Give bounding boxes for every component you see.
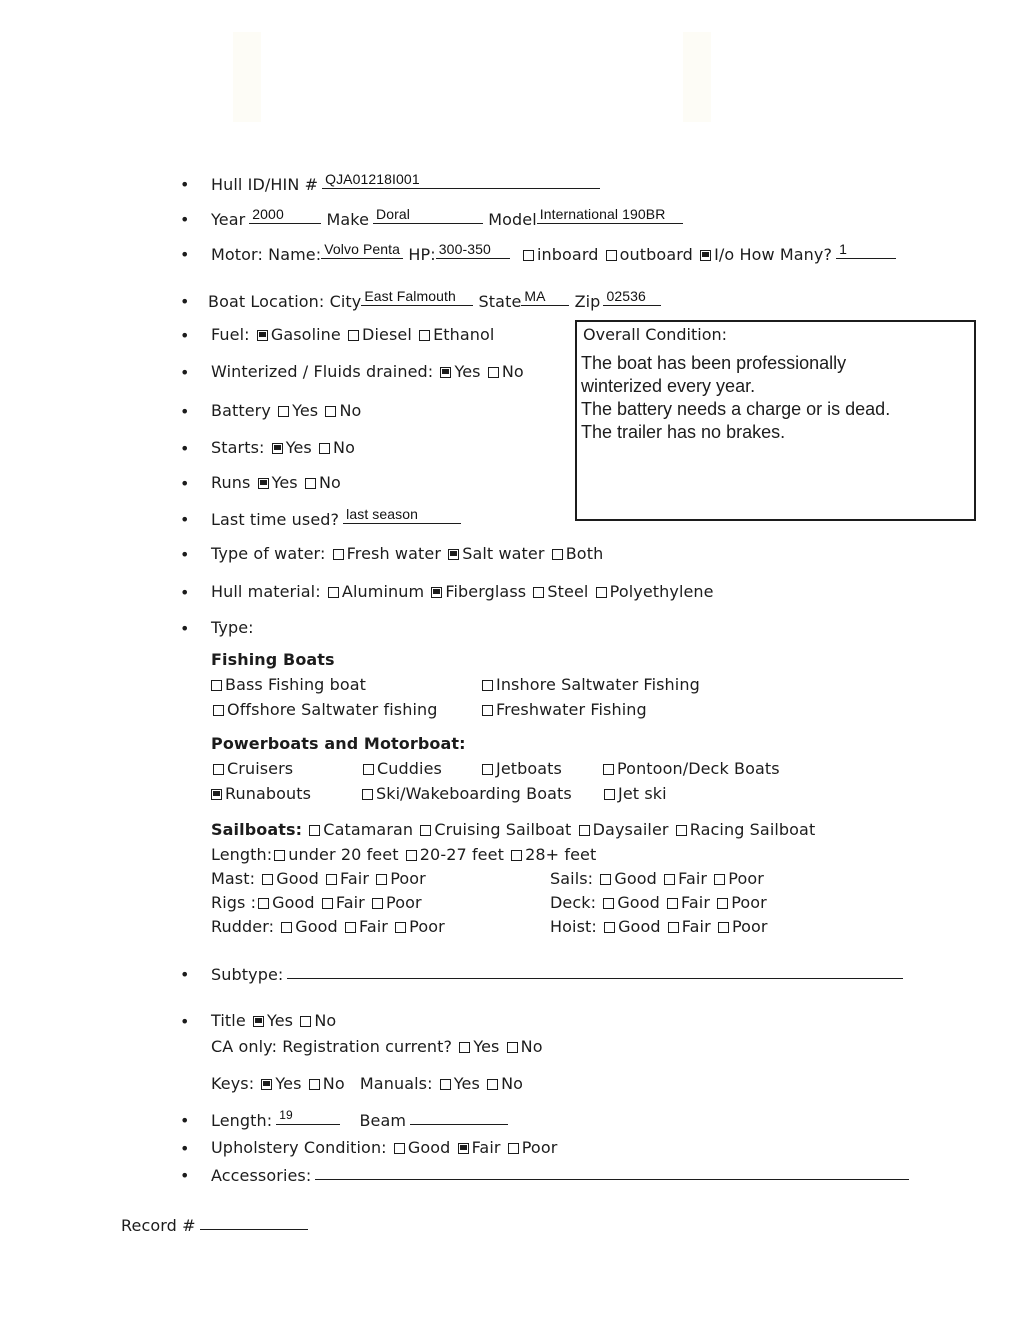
scan-artifact: [683, 32, 711, 122]
upholstery-good-checkbox[interactable]: [394, 1143, 405, 1154]
sails-good-checkbox[interactable]: [600, 874, 611, 885]
motor-name-field[interactable]: Volvo Penta: [321, 244, 403, 260]
rudder-fair-checkbox[interactable]: [345, 922, 356, 933]
model-field[interactable]: International 190BR: [537, 209, 683, 225]
hp-field[interactable]: 300-350: [436, 244, 510, 260]
last-used-row: Last time used? last season: [211, 509, 461, 530]
winterized-yes-checkbox[interactable]: [440, 367, 451, 378]
keys-manuals-row: Keys: Yes No Manuals: Yes No: [211, 1074, 524, 1093]
deck-good-checkbox[interactable]: [603, 898, 614, 909]
year-field[interactable]: 2000: [249, 209, 321, 225]
bullet: •: [180, 510, 190, 529]
registration-no-checkbox[interactable]: [507, 1042, 518, 1053]
length-field[interactable]: 19: [276, 1110, 340, 1126]
jetboats-checkbox[interactable]: [482, 764, 493, 775]
catamaran-checkbox[interactable]: [309, 825, 320, 836]
registration-row: CA only: Registration current? Yes No: [211, 1037, 543, 1056]
rudder-row: Rudder: Good Fair Poor: [211, 917, 445, 936]
rigs-fair-checkbox[interactable]: [322, 898, 333, 909]
bullet: •: [180, 965, 190, 984]
fresh-water-checkbox[interactable]: [333, 549, 344, 560]
sails-row: Sails: Good Fair Poor: [550, 869, 764, 888]
starts-yes-checkbox[interactable]: [272, 443, 283, 454]
deck-row: Deck: Good Fair Poor: [550, 893, 767, 912]
bullet: •: [180, 474, 190, 493]
bullet: •: [180, 175, 190, 194]
winterized-no-checkbox[interactable]: [488, 367, 499, 378]
scan-artifact: [233, 32, 261, 122]
cruising-sailboat-checkbox[interactable]: [420, 825, 431, 836]
make-field[interactable]: Doral: [373, 209, 483, 225]
ski-checkbox[interactable]: [362, 789, 373, 800]
runs-no-checkbox[interactable]: [305, 478, 316, 489]
record-field[interactable]: [200, 1215, 308, 1231]
io-checkbox[interactable]: [700, 250, 711, 261]
fiberglass-checkbox[interactable]: [431, 587, 442, 598]
inshore-option: Inshore Saltwater Fishing: [480, 675, 700, 695]
deck-poor-checkbox[interactable]: [717, 898, 728, 909]
starts-no-checkbox[interactable]: [319, 443, 330, 454]
upholstery-fair-checkbox[interactable]: [458, 1143, 469, 1154]
sails-poor-checkbox[interactable]: [714, 874, 725, 885]
cruisers-option: Cruisers: [211, 759, 293, 779]
motor-row: Motor: Name: Volvo Penta HP: 300-350 inboard outboard I/o How Many? 1: [211, 244, 896, 265]
sail-length-row: Length: under 20 feet 20-27 feet 28+ feet: [211, 845, 597, 864]
cruisers-checkbox[interactable]: [213, 764, 224, 775]
daysailer-checkbox[interactable]: [579, 825, 590, 836]
registration-yes-checkbox[interactable]: [459, 1042, 470, 1053]
bass-option: Bass Fishing boat: [209, 675, 366, 695]
powerboats-heading: Powerboats and Motorboat:: [211, 734, 466, 753]
bullet: •: [180, 545, 190, 564]
type-label: Type:: [211, 618, 254, 637]
bullet: •: [180, 583, 190, 602]
hull-id-row: Hull ID/HIN # QJA01218I001: [211, 174, 600, 195]
title-row: Title Yes No: [211, 1011, 337, 1030]
keys-yes-checkbox[interactable]: [261, 1079, 272, 1090]
jetski-checkbox[interactable]: [604, 789, 615, 800]
overall-condition-text: The boat has been professionally winterized every year. The battery needs a charge or is dead. The trailer has no brakes.: [581, 353, 891, 442]
location-row: Boat Location: City East Falmouth State MA Zip 02536: [208, 291, 661, 312]
subtype-field[interactable]: [287, 964, 903, 980]
zip-field[interactable]: 02536: [603, 291, 661, 307]
bullet: •: [180, 439, 190, 458]
offshore-option: Offshore Saltwater fishing: [211, 700, 438, 720]
bullet: •: [180, 245, 190, 264]
fuel-row: Fuel: Gasoline Diesel Ethanol: [211, 325, 495, 344]
runabouts-checkbox[interactable]: [211, 789, 222, 800]
ethanol-checkbox[interactable]: [419, 330, 430, 341]
upholstery-row: Upholstery Condition: Good Fair Poor: [211, 1138, 558, 1157]
length-beam-row: Length: 19 Beam: [211, 1110, 508, 1131]
hull-id-field[interactable]: QJA01218I001: [322, 174, 600, 190]
runabouts-option: Runabouts: [209, 784, 311, 804]
accessories-field[interactable]: [315, 1165, 909, 1181]
cuddies-option: Cuddies: [361, 759, 442, 779]
bullet: •: [180, 402, 190, 421]
mast-fair-checkbox[interactable]: [326, 874, 337, 885]
record-row: Record #: [121, 1215, 308, 1236]
year-make-model-row: Year 2000 Make Doral Model International 190BR: [211, 209, 683, 230]
jetboats-option: Jetboats: [480, 759, 562, 779]
overall-condition-box[interactable]: [575, 320, 976, 521]
rudder-good-checkbox[interactable]: [281, 922, 292, 933]
bullet: •: [180, 1111, 190, 1130]
both-water-checkbox[interactable]: [552, 549, 563, 560]
bullet: •: [180, 210, 190, 229]
bullet: •: [180, 1012, 190, 1031]
under-20-checkbox[interactable]: [274, 850, 285, 861]
bullet: •: [180, 363, 190, 382]
runs-yes-checkbox[interactable]: [258, 478, 269, 489]
accessories-row: Accessories:: [211, 1165, 909, 1186]
hull-material-row: Hull material: Aluminum Fiberglass Steel Polyethylene: [211, 582, 714, 601]
gasoline-checkbox[interactable]: [257, 330, 268, 341]
mast-good-checkbox[interactable]: [262, 874, 273, 885]
20-27-checkbox[interactable]: [406, 850, 417, 861]
bullet: •: [180, 1139, 190, 1158]
28-plus-checkbox[interactable]: [511, 850, 522, 861]
rigs-good-checkbox[interactable]: [258, 898, 269, 909]
polyethylene-checkbox[interactable]: [596, 587, 607, 598]
freshwater-option: Freshwater Fishing: [480, 700, 647, 720]
winterized-row: Winterized / Fluids drained: Yes No: [211, 362, 524, 381]
salt-water-checkbox[interactable]: [448, 549, 459, 560]
pontoon-option: Pontoon/Deck Boats: [601, 759, 780, 779]
title-no-checkbox[interactable]: [300, 1016, 311, 1027]
bullet: •: [180, 1166, 190, 1185]
city-field[interactable]: East Falmouth: [361, 291, 473, 307]
subtype-row: Subtype:: [211, 964, 903, 985]
sailboats-row: Sailboats: Catamaran Cruising Sailboat Daysailer Racing Sailboat: [211, 820, 816, 839]
keys-no-checkbox[interactable]: [309, 1079, 320, 1090]
diesel-checkbox[interactable]: [348, 330, 359, 341]
hoist-poor-checkbox[interactable]: [718, 922, 729, 933]
last-used-field[interactable]: last season: [343, 509, 461, 525]
ski-option: Ski/Wakeboarding Boats: [360, 784, 572, 804]
starts-row: Starts: Yes No: [211, 438, 355, 457]
fishing-heading: Fishing Boats: [211, 650, 335, 669]
bullet: •: [180, 619, 190, 638]
rudder-poor-checkbox[interactable]: [395, 922, 406, 933]
how-many-field[interactable]: 1: [836, 244, 896, 260]
pontoon-checkbox[interactable]: [603, 764, 614, 775]
mast-row: Mast: Good Fair Poor: [211, 869, 426, 888]
hoist-good-checkbox[interactable]: [604, 922, 615, 933]
bass-checkbox[interactable]: [211, 680, 222, 691]
freshwater-checkbox[interactable]: [482, 705, 493, 716]
manuals-no-checkbox[interactable]: [487, 1079, 498, 1090]
rigs-row: Rigs : Good Fair Poor: [211, 893, 422, 912]
offshore-checkbox[interactable]: [213, 705, 224, 716]
steel-checkbox[interactable]: [533, 587, 544, 598]
title-yes-checkbox[interactable]: [253, 1016, 264, 1027]
runs-row: Runs Yes No: [211, 473, 341, 492]
upholstery-poor-checkbox[interactable]: [508, 1143, 519, 1154]
rigs-poor-checkbox[interactable]: [372, 898, 383, 909]
jetski-option: Jet ski: [602, 784, 667, 804]
inboard-checkbox[interactable]: [523, 250, 534, 261]
state-field[interactable]: MA: [521, 291, 569, 307]
bullet: •: [180, 326, 190, 345]
battery-yes-checkbox[interactable]: [278, 406, 289, 417]
overall-condition-heading: Overall Condition:: [583, 325, 728, 344]
bullet: •: [180, 292, 190, 311]
hoist-fair-checkbox[interactable]: [668, 922, 679, 933]
inshore-checkbox[interactable]: [482, 680, 493, 691]
outboard-checkbox[interactable]: [606, 250, 617, 261]
water-row: Type of water: Fresh water Salt water Both: [211, 544, 604, 563]
beam-field[interactable]: [410, 1110, 508, 1126]
racing-sailboat-checkbox[interactable]: [676, 825, 687, 836]
aluminum-checkbox[interactable]: [328, 587, 339, 598]
manuals-yes-checkbox[interactable]: [440, 1079, 451, 1090]
battery-no-checkbox[interactable]: [325, 406, 336, 417]
battery-row: Battery Yes No: [211, 401, 362, 420]
sails-fair-checkbox[interactable]: [664, 874, 675, 885]
hoist-row: Hoist: Good Fair Poor: [550, 917, 768, 936]
cuddies-checkbox[interactable]: [363, 764, 374, 775]
mast-poor-checkbox[interactable]: [376, 874, 387, 885]
deck-fair-checkbox[interactable]: [667, 898, 678, 909]
